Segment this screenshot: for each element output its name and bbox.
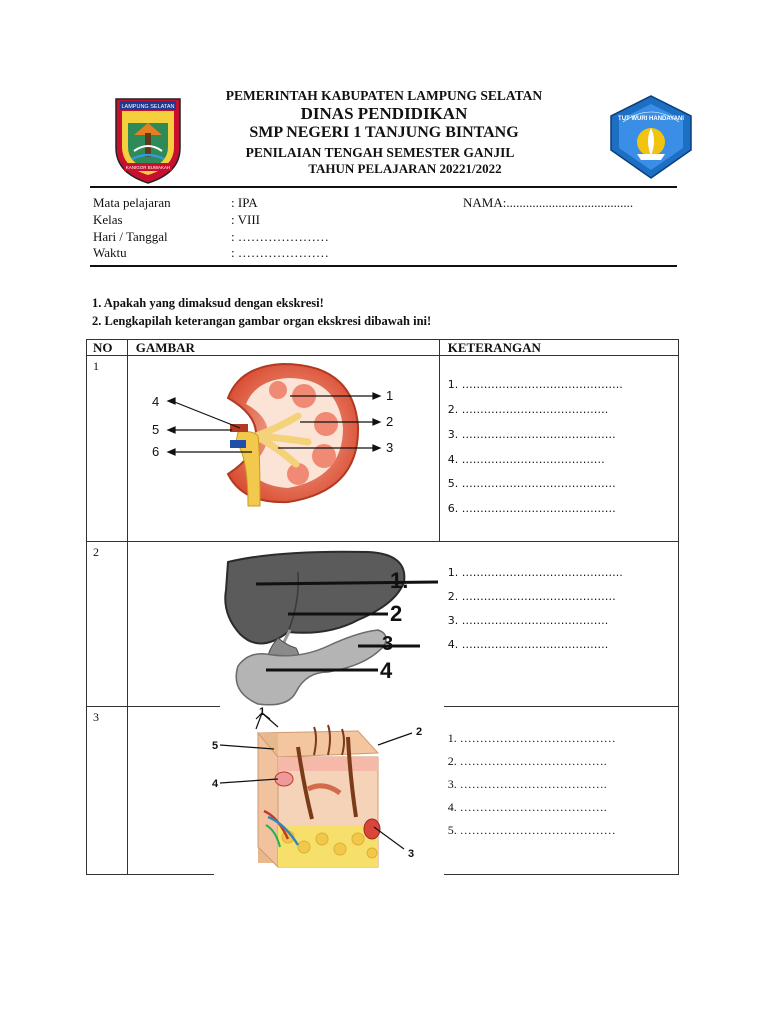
answer-line[interactable]: 5. …………………………………… [447, 477, 616, 490]
kidney-diagram [128, 356, 444, 542]
skin-diagram [128, 707, 444, 875]
answer-line[interactable]: 3. …………………………………… [447, 428, 616, 441]
logo-left-title: LAMPUNG SELATAN [121, 104, 175, 110]
liver-label-2: 2 [389, 601, 402, 626]
class-value: : VIII [231, 212, 261, 227]
answer-line[interactable]: 4. …………………………………. [447, 638, 609, 651]
excretion-organs-table [86, 339, 679, 875]
table-row [87, 356, 679, 542]
answer-line[interactable]: 2. ………………………………. [447, 754, 607, 768]
meta-divider [90, 265, 677, 267]
answer-line[interactable]: 1. …………………………………….. [447, 378, 623, 391]
skin-label-2: 2 [415, 726, 422, 738]
header-exam: PENILAIAN TENGAH SEMESTER GANJIL [245, 145, 515, 160]
row-number: 2 [87, 542, 128, 707]
class-label: Kelas [93, 212, 123, 227]
kidney-label-4: 4 [151, 394, 159, 409]
answer-line[interactable]: 6. …………………………………… [447, 502, 616, 515]
header-no: NO [87, 340, 128, 356]
logo-right-motto: TUT WURI HANDAYANI [618, 116, 684, 122]
skin-answers-cell [439, 707, 678, 875]
answer-line[interactable]: 5. ………………………………… [447, 823, 616, 837]
row-number: 1 [87, 356, 128, 542]
liver-label-1: 1. [389, 568, 409, 593]
logo-left-motto: KANIGOR BUWAKAH [125, 165, 171, 170]
header-image: GAMBAR [127, 340, 439, 356]
answer-line[interactable]: 4. ………………………………. [447, 800, 607, 814]
answer-line[interactable]: 2. …………………………………. [447, 403, 609, 416]
answer-line[interactable]: 1. ………………………………… [447, 731, 616, 745]
kidney-label-5: 5 [151, 422, 159, 437]
kidney-label-3: 3 [385, 440, 393, 455]
answer-line[interactable]: 4. ………………………………… [447, 453, 605, 466]
answer-line[interactable]: 3. ………………………………. [447, 777, 607, 791]
question-2: 2. Lengkapilah keterangan gambar organ ekskresi dibawah ini! [92, 314, 432, 328]
liver-label-3-visible: 3 [381, 633, 393, 655]
header-government: PEMERINTAH KABUPATEN LAMPUNG SELATAN [225, 88, 543, 103]
skin-image-cell [127, 707, 439, 875]
subject-value: : IPA [231, 195, 258, 210]
question-1: 1. Apakah yang dimaksud dengan ekskresi! [92, 296, 324, 310]
header-description: KETERANGAN [439, 340, 678, 356]
row-number: 3 [87, 707, 128, 875]
answer-line[interactable]: 2. …………………………………… [447, 590, 616, 603]
liver-label-4: 4 [379, 658, 392, 683]
skin-label-4: 4 [211, 778, 218, 790]
time-label: Waktu [93, 245, 127, 260]
kidney-answers-cell [439, 356, 678, 542]
skin-label-5: 5 [211, 740, 218, 752]
kidney-label-1: 1 [385, 388, 393, 403]
table-row [87, 707, 679, 875]
kidney-label-2: 2 [385, 414, 393, 429]
kidney-label-6: 6 [151, 444, 159, 459]
answer-line[interactable]: 1. …………………………………….. [447, 566, 623, 579]
table-row [87, 542, 679, 707]
subject-label: Mata pelajaran [93, 195, 171, 210]
table-header-row [87, 340, 679, 356]
student-name-field: NAMA:....................................... [463, 195, 634, 210]
liver-image-cell [127, 542, 439, 707]
kidney-image-cell [127, 356, 439, 542]
time-value: : ………………… [231, 245, 329, 260]
liver-diagram [128, 542, 444, 707]
date-value: : ………………… [231, 229, 329, 244]
header-divider [90, 186, 677, 188]
skin-label-3: 3 [407, 848, 414, 860]
header-year: TAHUN PELAJARAN 20221/2022 [308, 161, 502, 176]
liver-answers-cell [439, 542, 678, 707]
header-school: SMP NEGERI 1 TANJUNG BINTANG [249, 124, 519, 141]
answer-line[interactable]: 3. …………………………………. [447, 614, 609, 627]
date-label: Hari / Tanggal [93, 229, 168, 244]
header-department: DINAS PENDIDIKAN [300, 104, 468, 123]
skin-label-1: 1 [258, 707, 265, 718]
